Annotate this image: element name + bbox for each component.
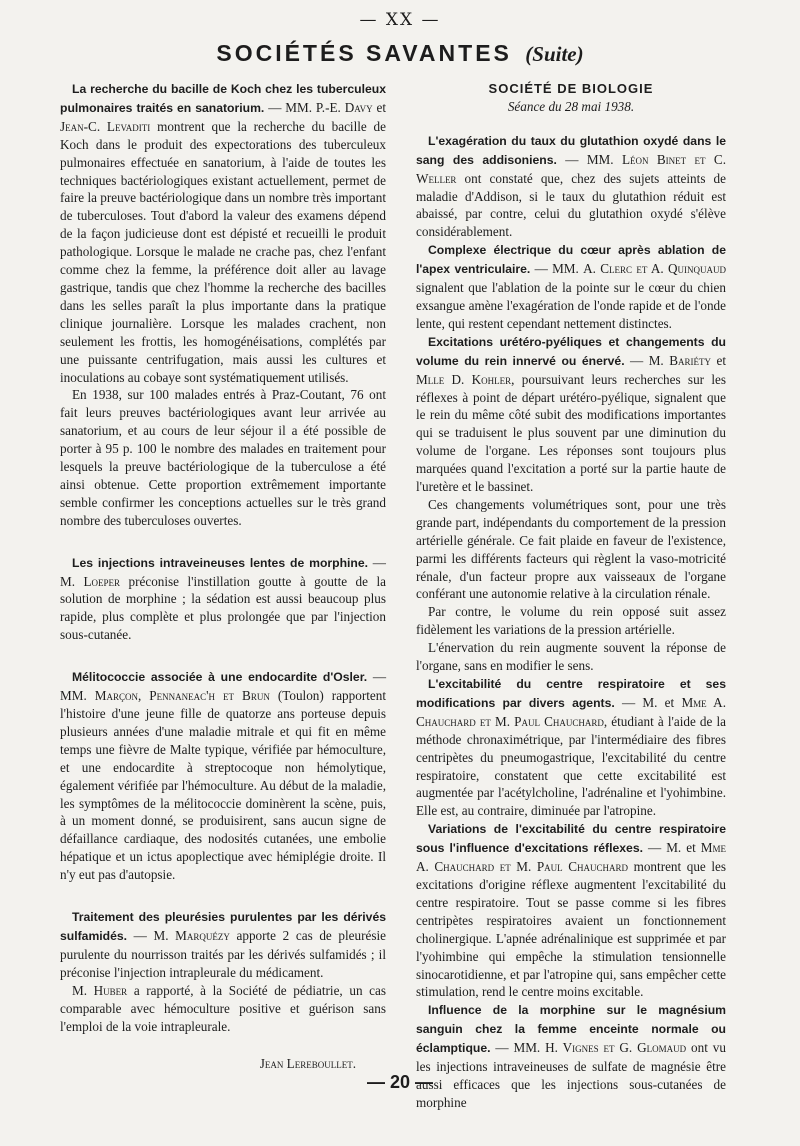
- article-complexe-electrique: Complexe électrique du cœur après ablation de l'apex ventriculaire. — MM. A. Clerc et A. Quinquaud signalent que l'ablation de la pointe sur le cœur du chien exsangue amène l'exagération de l'onde rapide et de l'onde lente, qui restent cependant nettement distinctes.: [416, 243, 726, 331]
- article-glutathion: L'exagération du taux du glutathion oxydé dans le sang des addisoniens. — MM. Léon Binet et C. Weller ont constaté que, chez des sujets atteints de maladie d'Addison, si le taux du glutathion réduit est abaissé, par contre, celui du glutathion oxydé s'élève considérablement.: [416, 133, 726, 240]
- article-paragraph: Par contre, le volume du rein opposé suit assez fidèlement les variations de la pression artérielle.: [416, 604, 726, 638]
- headline-suffix: (Suite): [525, 42, 584, 66]
- article-paragraph: En 1938, sur 100 malades entrés à Praz-Coutant, 76 ont fait leurs preuves bactériologiques avant leur arrivée au sanatorium, et au cours de leur séjour il a été possible de porter à 95 p. 100 le nombre des malades en traitement pour lesquels la preuve bactériologique de la tuberculose a été ainsi obtenue. Cette proportion extrêmement importante semble confirmer les conceptions actuelles sur le très grand nombre des tuberculoses ouvertes.: [60, 387, 386, 528]
- author: H. Vignes et G. Glomaud: [545, 1040, 687, 1056]
- article-title: Variations de l'excitabilité du centre respiratoire sous l'influence d'excitations réflexes.: [416, 822, 726, 856]
- left-column: [60, 80, 386, 1073]
- article-text: montrent que la recherche du bacille de Koch dans le produit des expectorations des tuberculeux pulmonaires effectuée en sanatorium, à l'aide de toutes les techniques bactériologiques existant actuellement, permet de faire la preuve bactériologique dans un nombre très important de tuberculoses. Tout d'abord la valeur des examens dépend de la façon judicieuse dont est dépisté et recueilli le produit pathologique. Lorsque le malade ne crache pas, chez l'enfant comme chez la femme, la préférence doit aller au lavage gastrique, tandis que chez l'homme la recherche des bacilles dans les selles paraît la plus importante dans la pratique clinique journalière. Lorsque les malades crachent, non seulement les frottis, les homogénéisations, complétés par une puissante centrifugation, mais aussi les cultures et inoculations au cobaye sont systématiquement utilisés.: [60, 118, 387, 385]
- right-column: [416, 80, 726, 1112]
- article-morphine: Les injections intraveineuses lentes de morphine. — M. Loeper préconise l'instillation goutte à goutte de la solution de morphine ; la sédation est aussi beaucoup plus rapide, plus complète et plus prolongée que par l'injection sous-cutanée.: [60, 554, 386, 643]
- article-title: L'excitabilité du centre respiratoire et ses modifications par divers agents.: [416, 677, 726, 710]
- author: Jean-C. Levaditi: [60, 118, 151, 134]
- article-title: La recherche du bacille de Koch chez les tuberculeux pulmonaires traités en sanatorium.: [60, 82, 386, 115]
- author: A. Clerc et A. Quinquaud: [583, 261, 726, 277]
- article-melitococcie: Mélitococcie associée à une endocardite d'Osler. — MM. Marçon, Pennaneac'h et Brun (Toulon) rapportent l'histoire d'une jeune fille de quatorze ans porteuse depuis plusieurs années d'une maladie mitrale et qui fit en même temps une fièvre de Malte typique, vérifiée par hémoculture, et une endocardite à streptocoque non hémolytique, également vérifiée par l'hémoculture. Au début de la maladie, les symptômes de la mélitococcie dominèrent la scène, puis, à un moment donné, se produisirent, sans aucun signe de défaillance cardiaque, des nodosités cutanées, une embolie hépatique et un ictus apoplectique avec hémiplégie droite. Il n'y eut pas d'autopsie.: [60, 669, 387, 883]
- article-paragraph: Ces changements volumétriques sont, pour une très grande part, indépendants du comportement de la pression artérielle générale. Ce fait plaide en faveur de l'existence, parmi les différents facteurs qui règlent la vaso-motricité rénale, d'un facteur propre aux vaisseaux de l'organe conférant une autonomie relative à la circulation rénale.: [416, 496, 726, 602]
- article-text: apporte 2 cas de pleurésie purulente du nourrisson traités par les dérivés sulfamidés ; il préconise l'injection intrapleurale du médicament.: [60, 927, 386, 980]
- article-koch: La recherche du bacille de Koch chez les tuberculeux pulmonaires traités en sanatorium. — MM. P.-E. Davy et Jean-C. Levaditi montrent que la recherche du bacille de Koch dans le produit des expectorations des tuberculeux pulmonaires effectuée en sanatorium, à l'aide de toutes les techniques bactériologiques existant actuellement, permet de faire la preuve bactériologique dans un nombre très important de tuberculoses. Tout d'abord la valeur des examens dépend de la façon judicieuse dont est dépisté et recueilli le produit pathologique. Lorsque le malade ne crache pas, chez l'enfant comme chez la femme, la préférence doit aller au lavage gastrique, tandis que chez l'homme la recherche des bacilles dans les selles paraît la plus importante dans la pratique clinique journalière. Lorsque les malades crachent, non seulement les frottis, les homogénéisations, complétés par une puissante centrifugation, mais aussi les cultures et inoculations au cobaye sont systématiquement utilisés.: [60, 82, 387, 385]
- article-title: L'exagération du taux du glutathion oxydé dans le sang des addisoniens.: [416, 133, 726, 167]
- article-text: signalent que l'ablation de la pointe sur le cœur du chien exsangue amène l'exagération de l'onde rapide et de l'onde lente, qui restent cependant nettement distinctes.: [416, 280, 726, 331]
- article-paragraph: M. Huber a rapporté, à la Société de pédiatrie, un cas comparable avec hémoculture positive et guérison sans l'emploi de la voie intrapleurale.: [60, 982, 386, 1034]
- article-title: Complexe électrique du cœur après ablation de l'apex ventriculaire.: [416, 243, 726, 277]
- author: P.-E. Davy: [315, 99, 373, 115]
- article-title: Mélitococcie associée à une endocardite d'Osler.: [72, 670, 368, 685]
- article-excitabilite: L'excitabilité du centre respiratoire et ses modifications par divers agents. — M. et Mme A. Chauchard et M. Paul Chauchard, étudiant à l'aide de la méthode chronaximétrique, par l'intermédiaire des fibres centripètes du pneumogastrique, l'excitabilité du centre respiratoire, constatent que cette excitabilité est augmentée par l'acétylcholine, l'adrénaline et l'yohimbine. Elle est, au contraire, diminuée par l'atropine.: [416, 677, 726, 819]
- article-pleuresies: Traitement des pleurésies purulentes par les dérivés sulfamidés. — M. Marquézy apporte 2 cas de pleurésie purulente du nourrisson traités par les dérivés sulfamidés ; il préconise l'injection intrapleurale du médicament.: [60, 910, 386, 980]
- article-variations: Variations de l'excitabilité du centre respiratoire sous l'influence d'excitations réflexes. — M. et Mme A. Chauchard et M. Paul Chauchard montrent que les excitations d'origine réflexe augmentent l'excitabilité du centre respiratoire. Tout se passe comme si les fibres centripètes respiratoires avaient un fonctionnement cholinergique. L'apnée adrénalinique est supprimée et par l'yohimbine qui empêche la stimulation tensionnelle sinocarotidienne, et par l'atropine qui, sans empêcher cette stimulation, rend le centre moins excitable.: [416, 822, 726, 1000]
- author: Mme A. Chauchard et M. Paul Chauchard: [416, 840, 726, 875]
- article-title: Les injections intraveineuses lentes de morphine.: [72, 555, 369, 570]
- author: Mme A. Chauchard et M. Paul Chauchard: [416, 694, 726, 729]
- headline-title: SOCIÉTÉS SAVANTES: [216, 40, 512, 66]
- article-paragraph: L'énervation du rein augmente souvent la réponse de l'organe, sans en modifier le sens.: [416, 640, 726, 674]
- author: Léon Binet et C. Weller: [416, 151, 726, 186]
- author: Loeper: [83, 573, 121, 589]
- article-text: , poursuivant leurs recherches sur les réflexes à point de départ urétéro-pyélique, signalent que le rein du même côté subit des modifications importantes qui se traduisent le plus souvent par une diminution du volume de l'organe. Les réponses sont toujours plus marquées quand l'excitation a porté sur la partie haute de l'uretère et le bassinet.: [416, 371, 727, 495]
- article-excitations-rein: Excitations urétéro-pyéliques et changements du volume du rein innervé ou énervé. — M. Bariéty et Mlle D. Kohler, poursuivant leurs recherches sur les réflexes à point de départ urétéro-pyélique, signalent que le rein du même côté subit des modifications importantes qui se traduisent le plus souvent par une diminution du volume de l'organe. Les réponses sont toujours plus marquées quand l'excitation a porté sur la partie haute de l'uretère et le bassinet.: [416, 334, 727, 495]
- article-text: montrent que les excitations d'origine réflexe augmentent l'excitabilité du centre respiratoire. Tout se passe comme si les fibres centripètes respiratoires avaient un fonctionnement cholinergique. L'apnée adrénalinique est supprimée et par l'yohimbine qui empêche la stimulation tensionnelle sinocarotidienne, et par l'atropine qui, sans empêcher cette stimulation, rend le centre moins excitable.: [416, 859, 726, 1000]
- session-date: Séance du 28 mai 1938.: [507, 98, 635, 114]
- author: Huber: [93, 982, 128, 998]
- author: Mlle D. Kohler: [416, 371, 512, 387]
- author: Marquézy: [175, 927, 230, 943]
- article-title: Traitement des pleurésies purulentes par les dérivés sulfamidés.: [60, 910, 386, 943]
- article-title: Excitations urétéro-pyéliques et changements du volume du rein innervé ou énervé.: [416, 334, 726, 368]
- article-text: ont constaté que, chez des sujets atteints de maladie d'Addison, si le taux du glutathion réduit est abaissé, par contre, celui du glutathion oxydé s'élève considérablement.: [416, 170, 726, 240]
- roman-folio: — XX —: [359, 10, 441, 30]
- page-headline: [0, 40, 800, 67]
- article-text: ont vu les injections intraveineuses de sulfate de magnésie être aussi efficaces que les injections sous-cutanées de morphine: [416, 1040, 726, 1110]
- article-title: Influence de la morphine sur le magnésium sanguin chez la femme enceinte normale ou éclamptique.: [416, 1003, 726, 1056]
- author: Bariéty: [669, 352, 711, 368]
- article-text: rapportent l'histoire d'une jeune fille de quatorze ans porteuse depuis plusieurs années d'une maladie mitrale et qui fit en même temps une fièvre de Malte typique, vérifiée par hémoculture, et une endocardite à streptocoque non hémolytique, également vérifiée par l'hémoculture. Au début de la maladie, les symptômes de la mélitococcie dominèrent la scène, puis, à un moment donné, se produisirent, sans aucun signe de défaillance cardiaque, des nodosités cutanées, une embolie hépatique et un ictus apoplectique avec hémiplégie droite. Il n'y eut pas d'autopsie.: [60, 688, 386, 883]
- author: Marçon, Pennaneac'h et Brun: [94, 688, 270, 704]
- article-text: préconise l'instillation goutte à goutte de la solution de morphine ; la sédation est aussi beaucoup plus rapide, plus complète et plus prolongée que par l'injection sous-cutanée.: [60, 573, 386, 643]
- article-text: , étudiant à l'aide de la méthode chronaximétrique, par l'intermédiaire des fibres centripètes du pneumogastrique, l'excitabilité du centre respiratoire, constatent que cette excitabilité est augmentée par l'acétylcholine, l'adrénaline et l'yohimbine. Elle est, au contraire, diminuée par l'atropine.: [416, 713, 726, 819]
- article-morphine-magnesium: Influence de la morphine sur le magnésium sanguin chez la femme enceinte normale ou éclamptique. — MM. H. Vignes et G. Glomaud ont vu les injections intraveineuses de sulfate de magnésie être aussi efficaces que les injections sous-cutanées de morphine: [416, 1003, 726, 1110]
- section-title: SOCIÉTÉ DE BIOLOGIE: [488, 81, 654, 96]
- signature: Jean Lereboullet.: [259, 1056, 356, 1072]
- page-number: — 20 —: [366, 1072, 434, 1092]
